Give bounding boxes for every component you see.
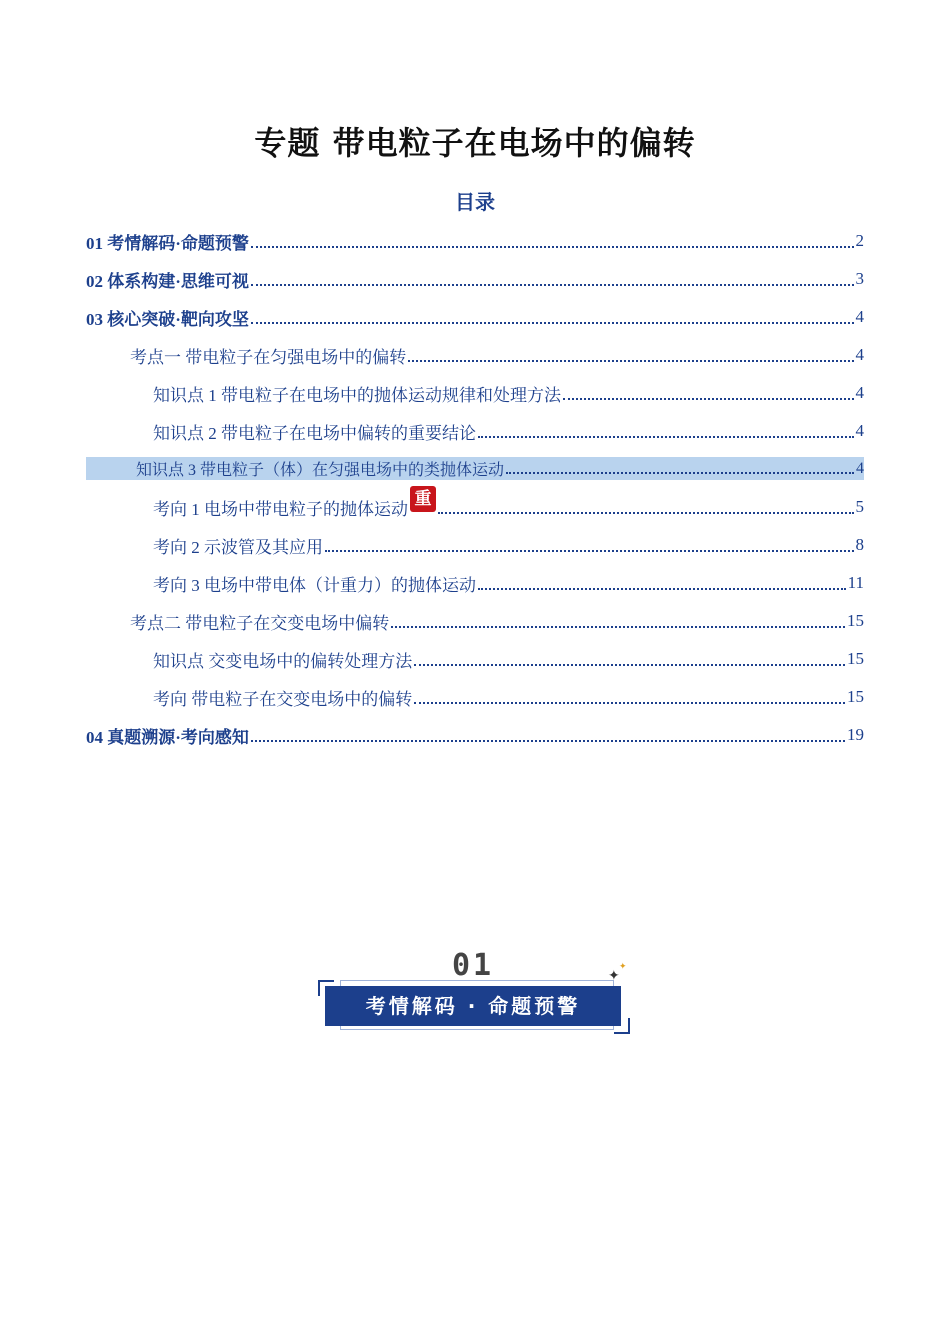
key-point-badge: 重 <box>410 486 436 512</box>
section-title: 考情解码 · 命题预警 <box>325 986 621 1026</box>
toc-entry-label: 考向 带电粒子在交变电场中的偏转 <box>153 689 413 709</box>
toc-entry-page: 4 <box>855 383 864 402</box>
toc-entry[interactable] <box>86 602 864 640</box>
toc-entry-label: 02 体系构建·思维可视 <box>86 271 249 291</box>
toc-leader-dots <box>325 549 854 552</box>
toc-entry[interactable] <box>86 564 864 602</box>
toc-leader-dots <box>251 283 854 286</box>
toc-entry-label: 04 真题溯源·考向感知 <box>86 727 249 747</box>
toc-entry-page: 15 <box>847 687 864 706</box>
toc-entry-label: 知识点 交变电场中的偏转处理方法 <box>153 651 413 671</box>
toc-entry[interactable] <box>86 412 864 450</box>
toc-heading: 目录 <box>455 190 495 214</box>
toc-entry-page: 3 <box>855 269 864 288</box>
toc-entry-page: 4 <box>856 459 864 477</box>
toc-entry[interactable] <box>86 336 864 374</box>
toc-entry-label: 知识点 1 带电粒子在电场中的抛体运动规律和处理方法 <box>153 385 561 405</box>
toc-entry-label: 考点二 带电粒子在交变电场中偏转 <box>130 613 390 633</box>
toc-entry[interactable] <box>86 716 864 754</box>
toc-entry-page: 8 <box>855 535 864 554</box>
toc-leader-dots <box>506 471 854 474</box>
toc-entry-page: 15 <box>847 649 864 668</box>
toc-entry-page: 4 <box>855 307 864 326</box>
document-title: 专题 带电粒子在电场中的偏转 <box>254 124 696 162</box>
toc-entry[interactable] <box>86 457 864 480</box>
toc-entry-label: 考向 2 示波管及其应用 <box>153 537 323 557</box>
toc-leader-dots <box>478 435 854 438</box>
toc-leader-dots <box>478 587 846 590</box>
toc-leader-dots <box>251 321 854 324</box>
toc-entry[interactable] <box>86 640 864 678</box>
toc-entry-label: 01 考情解码·命题预警 <box>86 233 249 253</box>
table-of-contents <box>86 222 864 754</box>
toc-leader-dots <box>563 397 854 400</box>
toc-entry[interactable] <box>86 526 864 564</box>
toc-entry-page: 2 <box>855 231 864 250</box>
toc-entry[interactable] <box>86 374 864 412</box>
toc-leader-dots <box>438 511 854 514</box>
toc-entry-label: 知识点 2 带电粒子在电场中偏转的重要结论 <box>153 423 476 443</box>
toc-leader-dots <box>414 701 845 704</box>
toc-entry-label: 考向 3 电场中带电体（计重力）的抛体运动 <box>153 575 476 595</box>
toc-leader-dots <box>251 245 854 248</box>
toc-leader-dots <box>391 625 845 628</box>
toc-entry-page: 4 <box>855 345 864 364</box>
toc-entry[interactable] <box>86 678 864 716</box>
toc-entry-page: 11 <box>847 573 864 592</box>
toc-entry-label: 考点一 带电粒子在匀强电场中的偏转 <box>130 347 407 367</box>
toc-leader-dots <box>408 359 853 362</box>
section-banner <box>318 948 632 1038</box>
toc-entry-label: 知识点 3 带电粒子（体）在匀强电场中的类抛体运动 <box>136 462 505 479</box>
sparkle-small-icon: ✦ <box>619 962 627 972</box>
toc-entry[interactable] <box>86 222 864 260</box>
toc-entry-label: 考向 1 电场中带电粒子的抛体运动 <box>153 499 408 519</box>
toc-entry-page: 15 <box>847 611 864 630</box>
toc-entry-page: 4 <box>855 421 864 440</box>
toc-entry-label: 03 核心突破·靶向攻坚 <box>86 309 249 329</box>
toc-entry[interactable] <box>86 260 864 298</box>
toc-entry[interactable] <box>86 298 864 336</box>
toc-leader-dots <box>414 663 845 666</box>
sparkle-icon: ✦ <box>608 968 620 984</box>
toc-entry[interactable] <box>86 488 864 526</box>
toc-entry-page: 5 <box>855 497 864 516</box>
toc-entry-page: 19 <box>847 725 864 744</box>
toc-leader-dots <box>251 739 845 742</box>
section-number: 01 <box>451 948 495 983</box>
